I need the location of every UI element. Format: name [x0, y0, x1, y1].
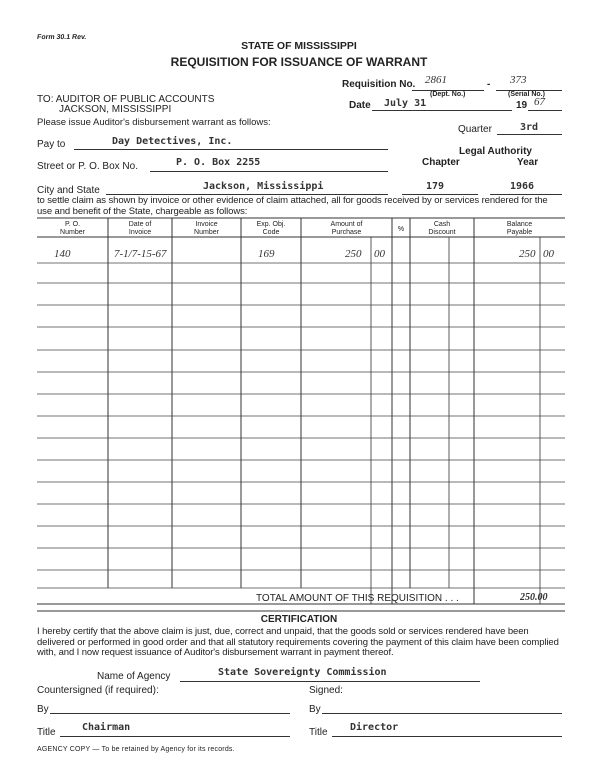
by-left-label: By — [37, 704, 49, 715]
state-heading: STATE OF MISSISSIPPI — [241, 40, 357, 52]
chapter-value: 179 — [426, 181, 445, 192]
pay-to-label: Pay to — [37, 139, 66, 150]
amount-cents-value: 00 — [374, 248, 385, 260]
header-percent: % — [397, 226, 405, 233]
header-invoice-number: Invoice Number — [194, 221, 219, 236]
by-right-label: By — [309, 704, 321, 715]
pay-to-value: Day Detectives, Inc. — [112, 136, 233, 147]
header-amount-of-purchase: Amount of Purchase — [330, 221, 363, 236]
balance-value: 250 — [519, 248, 536, 260]
title-left-value: Chairman — [82, 722, 131, 733]
countersigned-label: Countersigned (if required): — [37, 685, 159, 696]
quarter-value: 3rd — [520, 122, 539, 133]
quarter-label: Quarter — [458, 124, 492, 135]
requisition-label: Requisition No. — [342, 79, 416, 90]
serial-no-caption: (Serial No.) — [508, 91, 545, 98]
title-right-value: Director — [350, 722, 399, 733]
dept-no-caption: (Dept. No.) — [430, 91, 466, 98]
street-label: Street or P. O. Box No. — [37, 161, 138, 172]
to-line-1: TO: AUDITOR OF PUBLIC ACCOUNTS — [37, 94, 215, 105]
date-of-invoice-value: 7-1/7-15-67 — [114, 248, 167, 260]
instruction-text: Please issue Auditor's disbursement warrant as follows: — [37, 117, 271, 128]
title-left-label: Title — [37, 727, 56, 738]
certification-text: I hereby certify that the above claim is just, due, correct and unpaid, that the goods sold or services rendered have been delivered or performed in good order and that all statutory requirements covering the payment of this claim have been complied with, and I now request issuance of Auditor's disbursement warrant in payment thereof. — [37, 626, 559, 658]
header-cash-discount: Cash Discount — [428, 221, 456, 236]
serial-no-value: 373 — [510, 74, 527, 86]
agency-label: Name of Agency — [97, 671, 171, 682]
street-value: P. O. Box 2255 — [176, 157, 261, 168]
year-label: Year — [517, 157, 539, 168]
balance-cents-value: 00 — [543, 248, 554, 260]
signed-label: Signed: — [309, 685, 343, 696]
date-label: Date — [349, 100, 371, 111]
header-po-number: P. O. Number — [60, 221, 85, 236]
total-label: TOTAL AMOUNT OF THIS REQUISITION . . . — [256, 593, 459, 604]
year-prefix: 19 — [516, 100, 528, 111]
city-value: Jackson, Mississippi — [203, 181, 324, 192]
form-title: REQUISITION FOR ISSUANCE OF WARRANT — [170, 55, 428, 69]
header-date-of-invoice: Date of Invoice — [128, 221, 152, 236]
total-value: 250.00 — [520, 592, 548, 603]
legal-authority-label: Legal Authority — [459, 146, 532, 157]
amount-value: 250 — [345, 248, 362, 260]
date-value: July 31 — [384, 98, 427, 109]
year-value: 67 — [534, 96, 545, 108]
chapter-label: Chapter — [422, 157, 460, 168]
settle-text: to settle claim as shown by invoice or other evidence of claim attached, all for goods received by or services rendered for the use and benefit of the State, chargeable as follows: — [37, 195, 548, 217]
requisition-dash: - — [487, 79, 491, 90]
city-label: City and State — [37, 185, 100, 196]
legal-year-value: 1966 — [510, 181, 535, 192]
agency-value: State Sovereignty Commission — [218, 667, 387, 678]
exp-obj-code-value: 169 — [258, 248, 275, 260]
form-number: Form 30.1 Rev. — [36, 34, 87, 41]
certification-title: CERTIFICATION — [260, 614, 338, 625]
to-line-2: JACKSON, MISSISSIPPI — [59, 104, 172, 115]
header-exp-obj-code: Exp. Obj. Code — [256, 221, 286, 236]
po-number-value: 140 — [54, 248, 71, 260]
footer-note: AGENCY COPY — To be retained by Agency for its records. — [37, 746, 235, 753]
dept-no-value: 2861 — [425, 74, 447, 86]
header-balance-payable: Balance Payable — [506, 221, 533, 236]
title-right-label: Title — [309, 727, 328, 738]
